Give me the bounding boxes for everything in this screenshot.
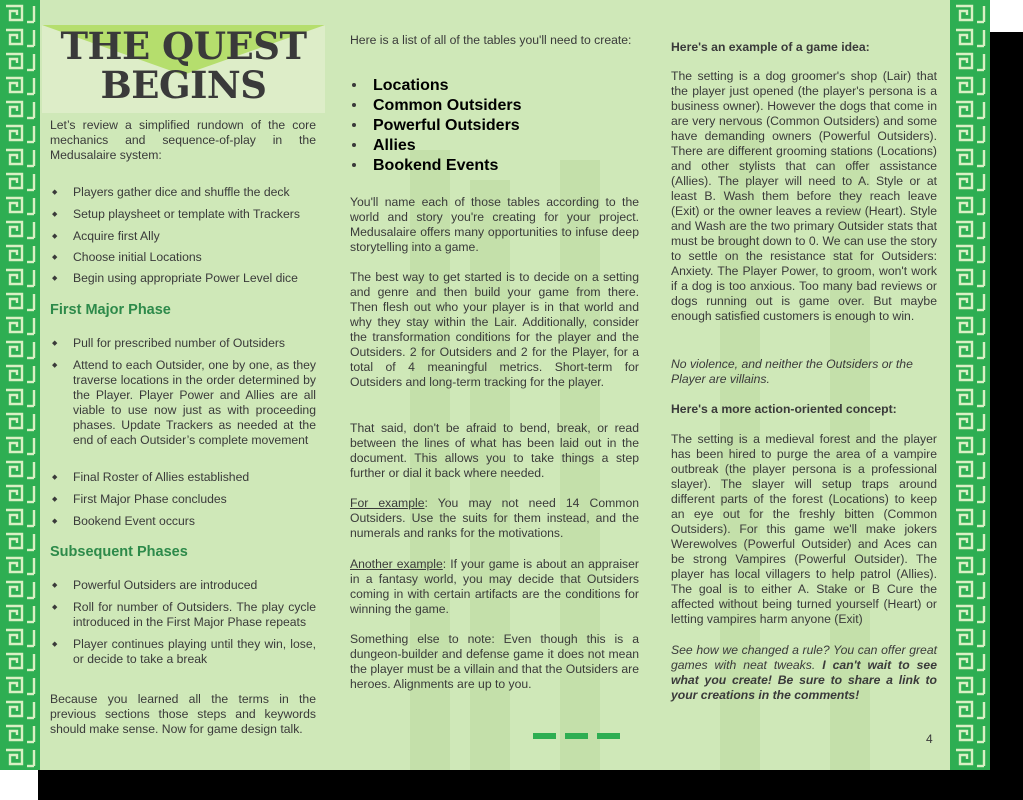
paragraph: The setting is a dog groomer's shop (Lair) that the player just opened (the player's persona is a business owner). However the dogs that come in are very nervous (Common Outsiders) and some have demanding owners (Powerful Outsiders). There are different grooming stations (Locations) and other stylists that can offer assistance (Allies). The player will need to A. Style or at least B. Wash them before they reach leave (Exit) or the owner leaves a review (Heart). Style and Wash are the two primary Outsider stats that must be brought down to 0. We can use the story to settle on the resistance stat for Outsiders: Anxiety. The Player Power, to groom, won't work if a dog is too anxious. Too many bad reviews or dogs running out is game over. But maybe enough satisfied customers is enough to win. xyxy=(671,69,937,323)
title-line-2: BEGINS xyxy=(100,63,267,107)
bullet-dot-icon xyxy=(352,103,356,107)
list-item: ◆ Pull for prescribed number of Outsiders xyxy=(50,336,316,358)
paragraph: Something else to note: Even though this is a dungeon-builder and defense game it does not mean the player must be a villain and that the Outsiders are heroes. Alignments are up to you. xyxy=(350,632,639,691)
greek-key-pattern-icon xyxy=(0,0,40,770)
list-item: ◆ First Major Phase concludes xyxy=(50,492,316,514)
intro-paragraph: Let’s review a simplified rundown of the core mechanics and sequence-of-play in the Medusalaire system: xyxy=(50,118,316,162)
list-item: ◆ Setup playsheet or template with Trackers xyxy=(50,207,316,229)
greek-key-pattern-icon xyxy=(950,0,990,770)
table-name: Locations xyxy=(373,77,449,94)
section-heading-subsequent-phases: Subsequent Phases xyxy=(50,544,188,560)
greek-key-border-right xyxy=(950,0,990,770)
bold-italic-text: I can't wait to see what you create! Be sure to share a link to your creations in the comments! xyxy=(671,658,937,702)
list-item: ◆ Begin using appropriate Power Level dice xyxy=(50,271,316,292)
bullet-dot-icon xyxy=(352,143,356,147)
example-text: : You may not need 14 Common Outsiders. Use the suits for them instead, and the numerals and ranks for the motivations. xyxy=(350,496,639,540)
list-item: ◆ Roll for number of Outsiders. The play cycle introduced in the First Major Phase repeats xyxy=(50,600,316,637)
tables-intro: Here is a list of all of the tables you'll need to create: xyxy=(350,33,632,47)
example-heading: Here's an example of a game idea: xyxy=(671,40,870,54)
list-item: ◆ Choose initial Locations xyxy=(50,250,316,271)
list-item xyxy=(350,77,640,97)
example-label: Another example xyxy=(350,557,443,571)
paragraph: The best way to get started is to decide on a setting and genre and then build your game from there. Then flesh out who your player is in that world and why they stay within the Lair. Additionally, consider the transformation conditions for the player and the Outsiders. 2 for Outsiders and 2 for the Player, for a total of 4 meaningful metrics. Short-term for Outsiders and long-term tracking for the player. xyxy=(350,270,639,389)
example-text: : If your game is about an appraiser in a fantasy world, you may decide that Outsiders coming in with certain artifacts are the conditions for winning the game. xyxy=(350,557,639,616)
bullet-dot-icon xyxy=(352,83,356,87)
tables-list xyxy=(350,77,640,177)
page-title xyxy=(42,24,325,107)
subsequent-phases-list xyxy=(50,578,316,674)
closing-note xyxy=(671,643,937,703)
list-item: ◆ Players gather dice and shuffle the deck xyxy=(50,185,316,207)
example-label: For example xyxy=(350,496,425,510)
table-name: Common Outsiders xyxy=(373,97,522,114)
list-item: ◆ Acquire first Ally xyxy=(50,229,316,250)
list-item: ◆ Player continues playing until they win, lose, or decide to take a break xyxy=(50,637,316,674)
list-item xyxy=(350,117,640,137)
setup-list xyxy=(50,185,316,292)
closing-paragraph: Because you learned all the terms in the previous sections those steps and keywords should make sense. Now for game design talk. xyxy=(50,692,316,736)
list-item: ◆ Powerful Outsiders are introduced xyxy=(50,578,316,600)
title-line-1: THE QUEST xyxy=(60,24,307,68)
greek-key-border-left xyxy=(0,0,40,770)
list-item: ◆ Bookend Event occurs xyxy=(50,514,316,536)
footer-dash xyxy=(597,733,620,739)
paragraph: The setting is a medieval forest and the player has been hired to purge the area of a vampire outbreak (the player persona is a professional slayer). The slayer will setup traps around different parts of the forest (Locations) to keep an eye out for the freshly bitten (Common Outsiders). For this game we'll make jokers Werewolves (Powerful Outsider) and Aces can be strong Vampires (Powerful Outsider). The player has local villagers to help patrol (Allies). The goal is to either A. Stake or B Cure the affected without being turned yourself (Heart) or letting vampires harm anyone (Exit) xyxy=(671,432,937,626)
list-item: ◆ Attend to each Outsider, one by one, as they traverse locations in the order determined by the Player. Player Power and Allies are all viable to use now just as with proceeding phases. Update Trackers as needed at the end of each Outsider’s complete movement xyxy=(50,358,316,470)
example-heading: Here's a more action-oriented concept: xyxy=(671,402,897,416)
bullet-dot-icon xyxy=(352,163,356,167)
list-item xyxy=(350,97,640,117)
list-item: ◆ Final Roster of Allies established xyxy=(50,470,316,492)
page-number: 4 xyxy=(926,732,933,746)
italic-note: No violence, and neither the Outsiders or the Player are villains. xyxy=(671,357,913,386)
footer-dash xyxy=(533,733,556,739)
example-paragraph xyxy=(350,557,639,617)
list-item xyxy=(350,157,640,177)
footer-dash xyxy=(565,733,588,739)
first-phase-list xyxy=(50,336,316,536)
table-name: Bookend Events xyxy=(373,157,499,174)
paragraph: You'll name each of those tables according to the world and story you're creating for your project. Medusalaire offers many opportunities to infuse deep storytelling into a game. xyxy=(350,195,639,254)
example-paragraph xyxy=(350,496,639,541)
section-heading-first-major-phase: First Major Phase xyxy=(50,302,171,318)
table-name: Powerful Outsiders xyxy=(373,117,520,134)
list-item xyxy=(350,137,640,157)
paragraph: That said, don't be afraid to bend, break, or read between the lines of what has been laid out in the document. This allows you to take things a step further or dial it back where needed. xyxy=(350,421,639,480)
bullet-dot-icon xyxy=(352,123,356,127)
italic-text: See how we changed a rule? You can offer great games with neat tweaks. xyxy=(671,643,937,672)
table-name: Allies xyxy=(373,137,416,154)
